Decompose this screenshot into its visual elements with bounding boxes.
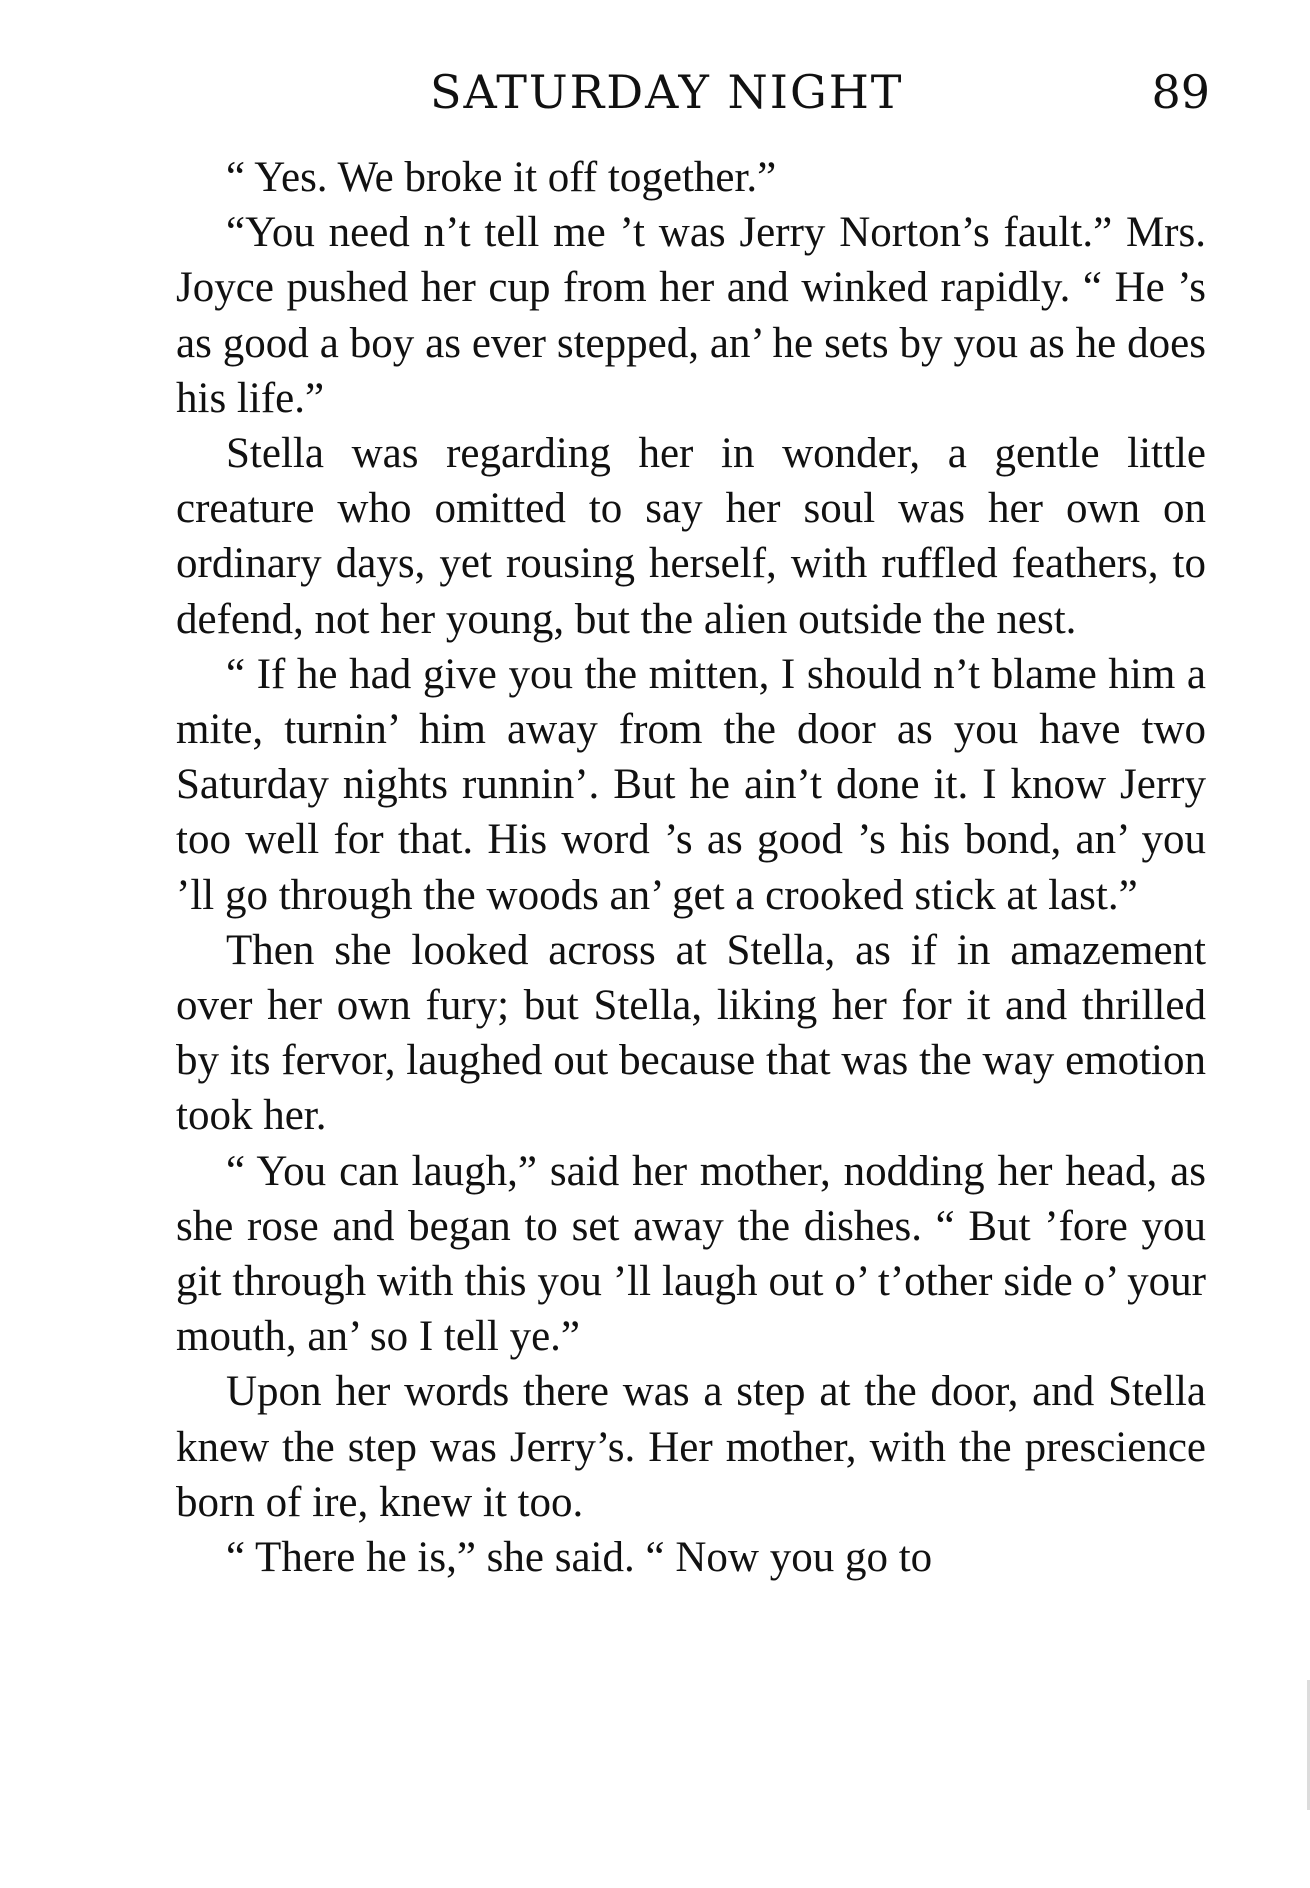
running-head-title: SATURDAY NIGHT	[430, 65, 904, 119]
page-number: 89	[1151, 65, 1210, 119]
paragraph-5: Then she looked across at Stella, as if in amazement over her own fury; but Stella, liking her for it and thrilled by its fervor, laughed out because that was the way emotion took her.	[176, 926, 1206, 1140]
paragraph-2: “You need n’t tell me ’t was Jerry Norton’s fault.” Mrs. Joyce pushed her cup from her and winked rapidly. “ He ’s as good a boy as ever stepped, an’ he sets by you as he does his life.”	[176, 209, 1206, 422]
paragraph-4: “ If he had give you the mitten, I should n’t blame him a mite, turnin’ him away from the door as you have two Saturday nights runnin’. But he ain’t done it. I know Jerry too well for that. His word ’s as good ’s his bond, an’ you ’ll go through the woods an’ get a crooked stick at last.”	[176, 650, 1206, 919]
paragraph-7: Upon her words there was a step at the door, and Stella knew the step was Jerry’s. Her mother, with the prescience born of ire, knew it too.	[176, 1368, 1206, 1526]
paragraph-8: “ There he is,” she said. “ Now you go to	[226, 1534, 933, 1582]
paragraph-3: Stella was regarding her in wonder, a gentle little creature who omitted to say her soul was her own on ordinary days, yet rousing herself, with ruffled feathers, to defend, not her young, but the alien outside the nest.	[176, 430, 1206, 643]
paragraph-6: “ You can laugh,” said her mother, nodding her head, as she rose and began to set away the dishes. “ But ’fore you git through with this you ’ll laugh out o’ t’other side o’ your mouth, an’ so I tell ye.”	[176, 1147, 1206, 1361]
paragraph-1: “ Yes. We broke it off together.”	[226, 154, 777, 201]
body-text	[176, 150, 1206, 1585]
